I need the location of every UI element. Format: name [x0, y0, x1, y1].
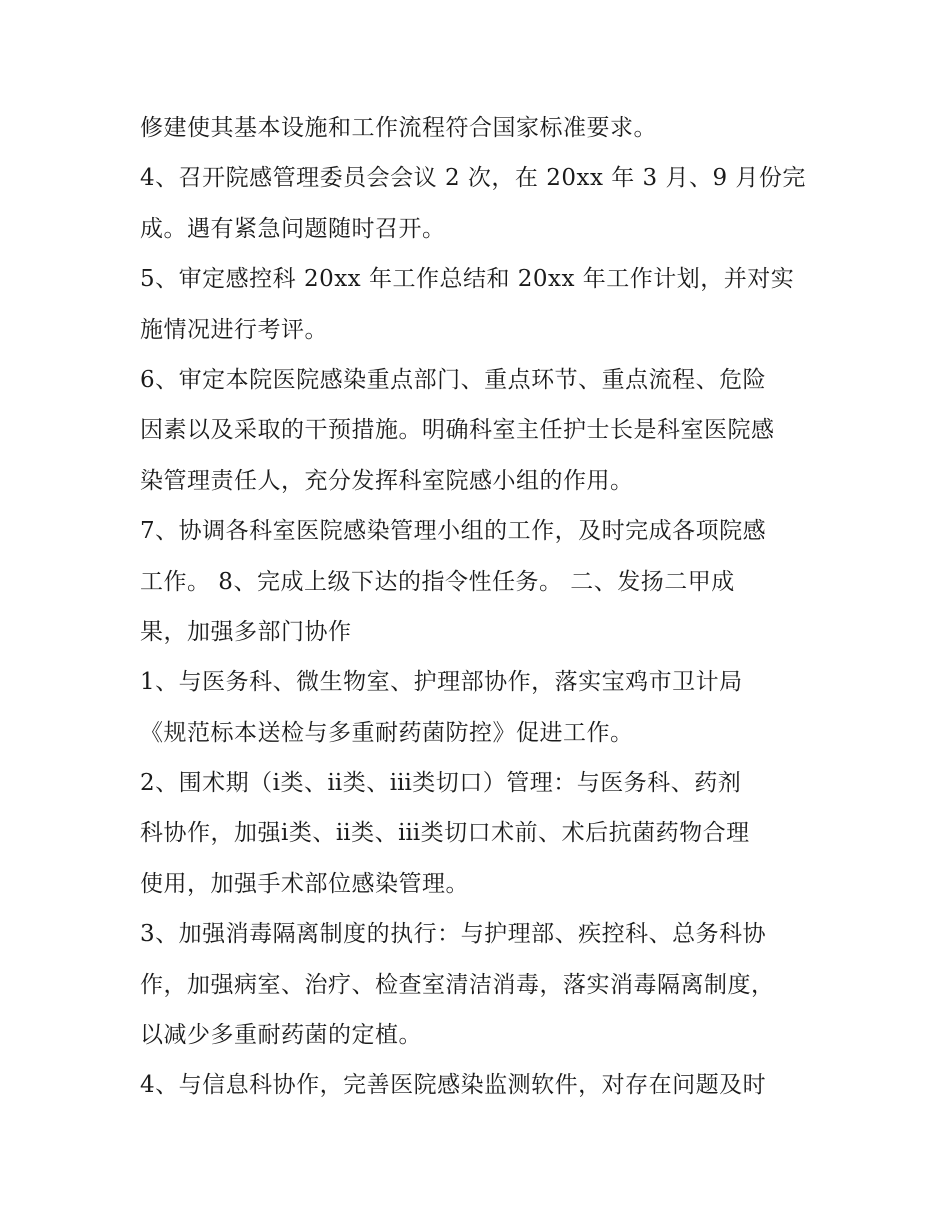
document-body [140, 108, 830, 1116]
text-line: 因素以及采取的干预措施。明确科室主任护士长是科室医院感 [140, 417, 775, 444]
text-line: 7、协调各科室医院感染管理小组的工作，及时完成各项院感 [140, 518, 767, 545]
text-line: 果，加强多部门协作 [140, 618, 352, 645]
text-line: 成。遇有紧急问题随时召开。 [140, 215, 446, 242]
text-line: 施情况进行考评。 [140, 316, 328, 343]
text-line: 修建使其基本设施和工作流程符合国家标准要求。 [140, 115, 657, 141]
text-line: 以减少多重耐药菌的定植。 [140, 1022, 422, 1049]
text-line: 作，加强病室、治疗、检查室清洁消毒，落实消毒隔离制度， [140, 971, 775, 998]
text-line: 3、加强消毒隔离制度的执行：与护理部、疾控科、总务科协 [140, 921, 767, 948]
text-line: 工作。 8、完成上级下达的指令性任务。 二、发扬二甲成 [140, 568, 735, 595]
text-line: 5、审定感控科 20xx 年工作总结和 20xx 年工作计划，并对实 [140, 266, 795, 293]
text-line: 使用，加强手术部位感染管理。 [140, 870, 469, 897]
text-line: 染管理责任人，充分发挥科室院感小组的作用。 [140, 467, 634, 494]
text-line: 4、与信息科协作，完善医院感染监测软件，对存在问题及时 [140, 1072, 767, 1099]
text-line: 1、与医务科、微生物室、护理部协作，落实宝鸡市卫计局 [140, 669, 743, 696]
text-line: 6、审定本院医院感染重点部门、重点环节、重点流程、危险 [140, 366, 767, 393]
text-line: 科协作，加强ⅰ类、ⅱ类、ⅲ类切口术前、术后抗菌药物合理 [140, 820, 750, 847]
text-line: 2、围术期（ⅰ类、ⅱ类、ⅲ类切口）管理：与医务科、药剂 [140, 770, 742, 797]
text-line: 4、召开院感管理委员会会议 2 次，在 20xx 年 3 月、9 月份完 [140, 165, 806, 192]
text-line: 《规范标本送检与多重耐药菌防控》促进工作。 [140, 719, 634, 746]
